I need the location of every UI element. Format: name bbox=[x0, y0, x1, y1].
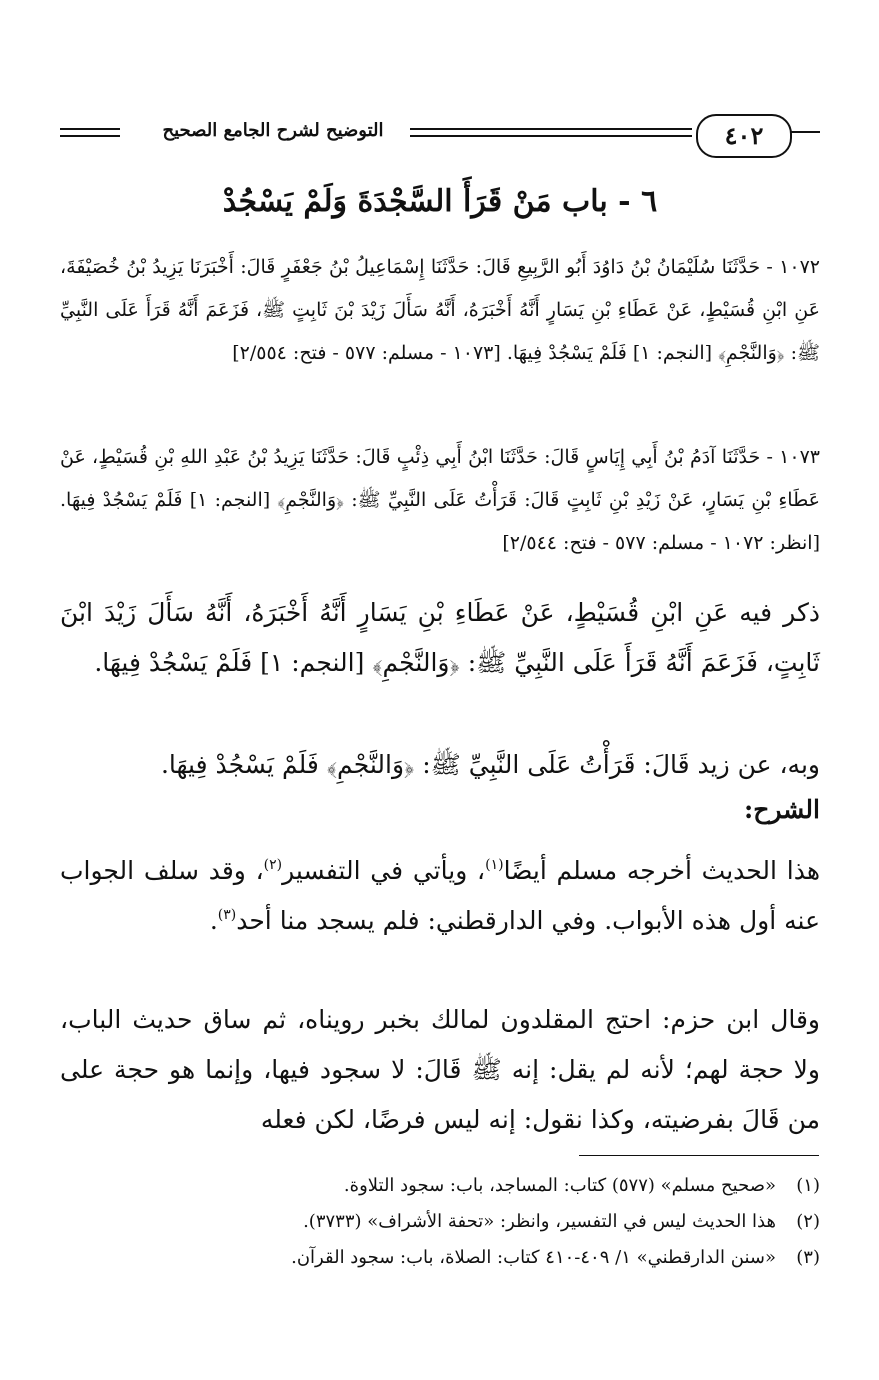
running-title: التوضيح لشرح الجامع الصحيح bbox=[162, 120, 384, 141]
footnote-number: (٢) bbox=[796, 1211, 820, 1232]
chapter-title: ٦ - باب مَنْ قَرَأَ السَّجْدَةَ وَلَمْ يَسْجُدْ bbox=[222, 184, 658, 219]
footnote-1 bbox=[60, 1168, 820, 1204]
header-rule-right bbox=[790, 131, 820, 133]
header-rule-middle-bottom bbox=[410, 135, 692, 137]
footnote-separator bbox=[579, 1155, 819, 1156]
footnote-ref-3[interactable]: (٣) bbox=[217, 907, 237, 923]
page-number: ٤٠٢ bbox=[696, 114, 792, 158]
hadith-1073: ١٠٧٣ - حَدَّثَنَا آدَمُ بْنُ أَبِي إِيَاسٍ قَالَ: حَدَّثَنَا ابْنُ أَبِي ذِئْبٍ قَالَ: حَدَّثَنَا يَزِيدُ بْنُ عَبْدِ اللهِ بْنِ قُسَيْطٍ، عَنْ عَطَاءِ بْنِ يَسَارٍ، عَنْ زَيْدِ بْنِ ثَابِتٍ قَالَ: قَرَأْتُ عَلَى النَّبِيِّ ﷺ: ﴿وَالنَّجْمِ﴾ [النجم: ١] فَلَمْ يَسْجُدْ فِيهَا. [انظر: ١٠٧٢ - مسلم: ٥٧٧ - فتح: ٢/٥٤٤] bbox=[60, 446, 820, 554]
footnote-text: هذا الحديث ليس في التفسير، وانظر: «تحفة الأشراف» (٣٧٣٣). bbox=[303, 1211, 776, 1232]
sharh-p1-part3: ، وقد سلف الجواب عنه أول هذه الأبواب. وفي الدارقطني: فلم يسجد منا أحد bbox=[60, 856, 820, 935]
page-header bbox=[60, 112, 820, 156]
footnote-3 bbox=[60, 1240, 820, 1276]
sharh-heading: الشرح: bbox=[743, 795, 820, 824]
sharh-p1-part1: هذا الحديث أخرجه مسلم أيضًا bbox=[503, 856, 820, 885]
footnote-ref-2[interactable]: (٢) bbox=[263, 857, 283, 873]
footnotes bbox=[60, 1168, 820, 1276]
sharh-p1-part2: ، ويأتي في التفسير bbox=[282, 856, 486, 885]
footnote-number: (٣) bbox=[796, 1247, 820, 1268]
hadith-1072: ١٠٧٢ - حَدَّثَنَا سُلَيْمَانُ بْنُ دَاوُدَ أَبُو الرَّبِيعِ قَالَ: حَدَّثَنَا إِسْمَاعِيلُ بْنُ جَعْفَرٍ قَالَ: أَخْبَرَنَا يَزِيدُ بْنُ خُصَيْفَةَ، عَنِ ابْنِ قُسَيْطٍ، عَنْ عَطَاءِ بْنِ يَسَارٍ أَنَّهُ أَخْبَرَهُ، أَنَّهُ سَأَلَ زَيْدَ بْنَ ثَابِتٍ ﷺ، فَزَعَمَ أَنَّهُ قَرَأَ عَلَى النَّبِيِّ ﷺ: ﴿وَالنَّجْمِ﴾ [النجم: ١] فَلَمْ يَسْجُدْ فِيهَا. [١٠٧٣ - مسلم: ٥٧٧ - فتح: ٢/٥٥٤] bbox=[60, 256, 820, 364]
header-rule-left-bottom bbox=[60, 135, 120, 137]
commentary-paragraph-1: ذكر فيه عَنِ ابْنِ قُسَيْطٍ، عَنْ عَطَاءِ بْنِ يَسَارٍ أَنَّهُ أَخْبَرَهُ، أَنَّهُ سَأَلَ زَيْدَ ابْنَ ثَابِتٍ، فَزَعَمَ أَنَّهُ قَرَأَ عَلَى النَّبِيِّ ﷺ: ﴿وَالنَّجْمِ﴾ [النجم: ١] فَلَمْ يَسْجُدْ فِيهَا. bbox=[60, 598, 820, 677]
footnote-number: (١) bbox=[796, 1175, 820, 1196]
footnote-ref-1[interactable]: (١) bbox=[485, 857, 504, 873]
header-rule-middle-top bbox=[410, 128, 692, 130]
commentary-paragraph-2: وبه، عن زيد قَالَ: قَرَأْتُ عَلَى النَّبِيِّ ﷺ: ﴿وَالنَّجْمِ﴾ فَلَمْ يَسْجُدْ فِيهَا. bbox=[160, 750, 820, 779]
footnote-text: «صحيح مسلم» (٥٧٧) كتاب: المساجد، باب: سجود التلاوة. bbox=[343, 1175, 776, 1196]
sharh-paragraph-2: وقال ابن حزم: احتج المقلدون لمالك بخبر رويناه، ثم ساق حديث الباب، ولا حجة لهم؛ لأنه لم يقل: إنه ﷺ قَالَ: لا سجود فيها، وإنما هو حجة على من قَالَ بفرضيته، وكذا نقول: إنه ليس فرضًا، لكن فعله bbox=[60, 1005, 820, 1134]
sharh-p1-part4: . bbox=[209, 906, 218, 935]
header-rule-left-top bbox=[60, 128, 120, 130]
footnote-text: «سنن الدارقطني» ١/ ٤٠٩-٤١٠ كتاب: الصلاة، باب: سجود القرآن. bbox=[291, 1247, 776, 1268]
footnote-2 bbox=[60, 1204, 820, 1240]
sharh-paragraph-1 bbox=[60, 846, 820, 946]
